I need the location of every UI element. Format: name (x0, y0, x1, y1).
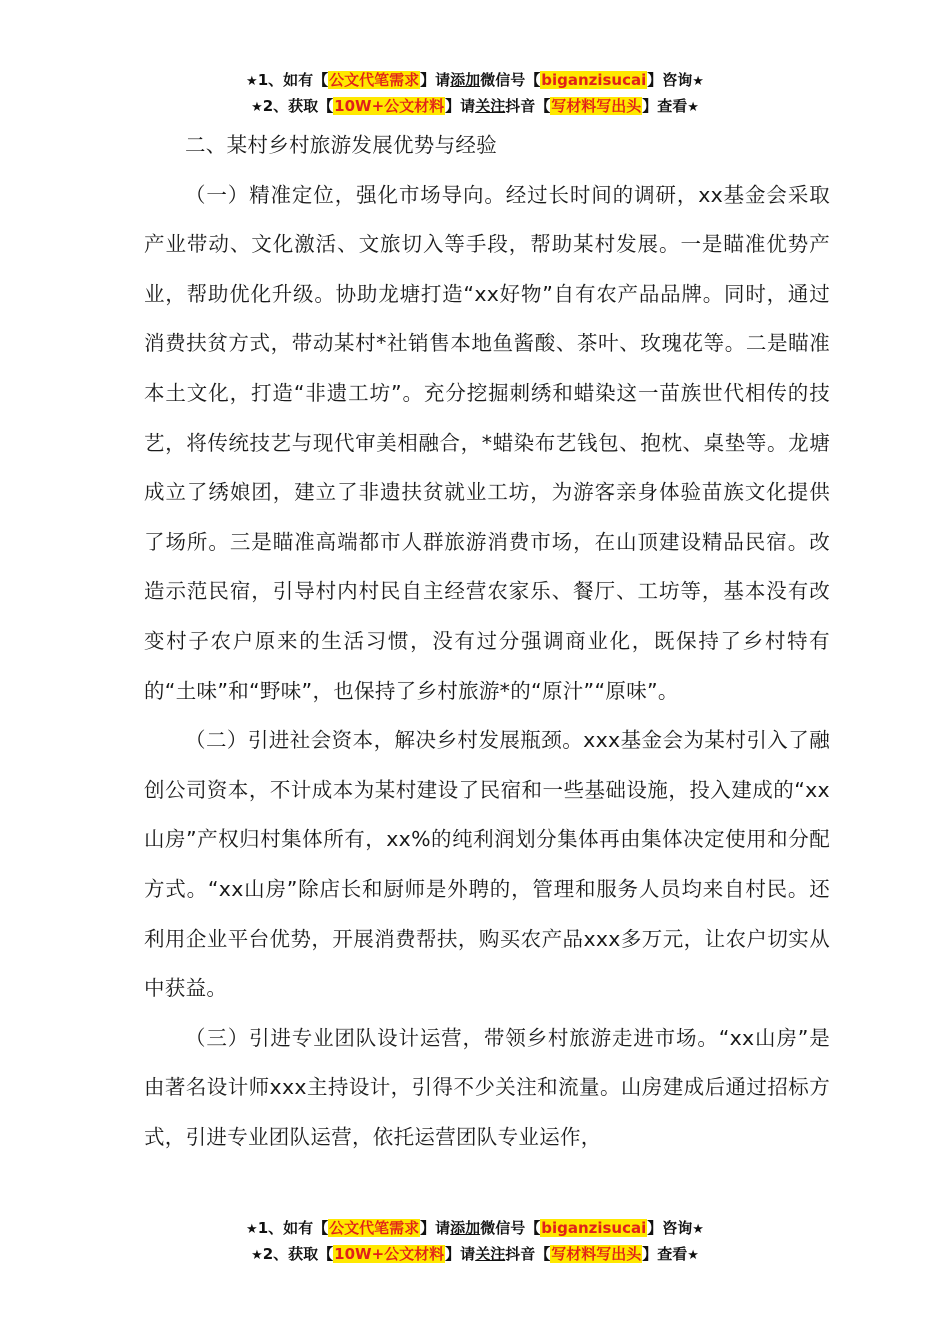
star-icon: ★ (246, 1222, 258, 1237)
paragraph-3: （三）引进专业团队设计运营，带领乡村旅游走进市场。“xx山房”是由著名设计师xxx主持设计，引得不少关注和流量。山房建成后通过招标方式，引进专业团队运营，依托运营团队专业运作， (144, 1025, 830, 1149)
underlined-text: 关注 (475, 97, 506, 115)
highlight-text: 10W+公文材料 (334, 97, 445, 115)
document-body (144, 121, 830, 1162)
banner-text: 1、如有【 (257, 1219, 329, 1237)
banner-text: 】查看 (642, 97, 688, 115)
banner-text: 微信号【 (480, 71, 541, 89)
star-icon: ★ (692, 1222, 704, 1237)
banner-text: 微信号【 (480, 1219, 541, 1237)
banner-line-1 (0, 68, 950, 94)
banner-text: 】请 (445, 1245, 476, 1263)
banner-text: 】咨询 (647, 71, 693, 89)
star-icon: ★ (251, 100, 263, 115)
star-icon: ★ (687, 1248, 699, 1263)
header-banner (0, 68, 950, 120)
highlight-text: biganzisucai (541, 1219, 647, 1237)
banner-text: 】请 (445, 97, 476, 115)
section-heading: 二、某村乡村旅游发展优势与经验 (185, 133, 497, 157)
underlined-text: 关注 (475, 1245, 506, 1263)
banner-line-2 (0, 94, 950, 120)
banner-text: 抖音【 (505, 97, 551, 115)
paragraph-1: （一）精准定位，强化市场导向。经过长时间的调研，xx基金会采取产业带动、文化激活、文旅切入等手段，帮助某村发展。一是瞄准优势产业，帮助优化升级。协助龙塘打造“xx好物”自有农产品品牌。同时，通过消费扶贫方式，带动某村*社销售本地鱼酱酸、茶叶、玫瑰花等。二是瞄准本土文化，打造“非遗工坊”。充分挖掘刺绣和蜡染这一苗族世代相传的技艺，将传统技艺与现代审美相融合，*蜡染布艺钱包、抱枕、桌垫等。龙塘成立了绣娘团，建立了非遗扶贫就业工坊，为游客亲身体验苗族文化提供了场所。三是瞄准高端都市人群旅游消费市场，在山顶建设精品民宿。改造示范民宿，引导村内村民自主经营农家乐、餐厅、工坊等，基本没有改变村子农户原来的生活习惯，没有过分强调商业化，既保持了乡村特有的“土味”和“野味”，也保持了乡村旅游*的“原汁”“原味”。 (144, 182, 830, 703)
banner-text: 】查看 (642, 1245, 688, 1263)
highlight-text: 写材料写出头 (551, 97, 642, 115)
banner-line-1 (0, 1216, 950, 1242)
highlight-text: 10W+公文材料 (334, 1245, 445, 1263)
banner-text: 1、如有【 (257, 71, 329, 89)
banner-line-2 (0, 1242, 950, 1268)
underlined-text: 添加 (450, 71, 481, 89)
highlight-text: biganzisucai (541, 71, 647, 89)
highlight-text: 公文代笔需求 (329, 1219, 420, 1237)
banner-text: 抖音【 (505, 1245, 551, 1263)
star-icon: ★ (687, 100, 699, 115)
footer-banner (0, 1216, 950, 1268)
underlined-text: 添加 (450, 1219, 481, 1237)
star-icon: ★ (246, 74, 258, 89)
banner-text: 2、获取【 (262, 97, 334, 115)
banner-text: 2、获取【 (262, 1245, 334, 1263)
banner-text: 】请 (420, 71, 451, 89)
star-icon: ★ (251, 1248, 263, 1263)
paragraph-2: （二）引进社会资本，解决乡村发展瓶颈。xxx基金会为某村引入了融创公司资本，不计成本为某村建设了民宿和一些基础设施，投入建成的“xx山房”产权归村集体所有，xx%的纯利润划分集体再由集体决定使用和分配方式。“xx山房”除店长和厨师是外聘的，管理和服务人员均来自村民。还利用企业平台优势，开展消费帮扶，购买农产品xxx多万元，让农户切实从中获益。 (144, 728, 830, 1001)
banner-text: 】请 (420, 1219, 451, 1237)
highlight-text: 公文代笔需求 (329, 71, 420, 89)
banner-text: 】咨询 (647, 1219, 693, 1237)
star-icon: ★ (692, 74, 704, 89)
highlight-text: 写材料写出头 (551, 1245, 642, 1263)
